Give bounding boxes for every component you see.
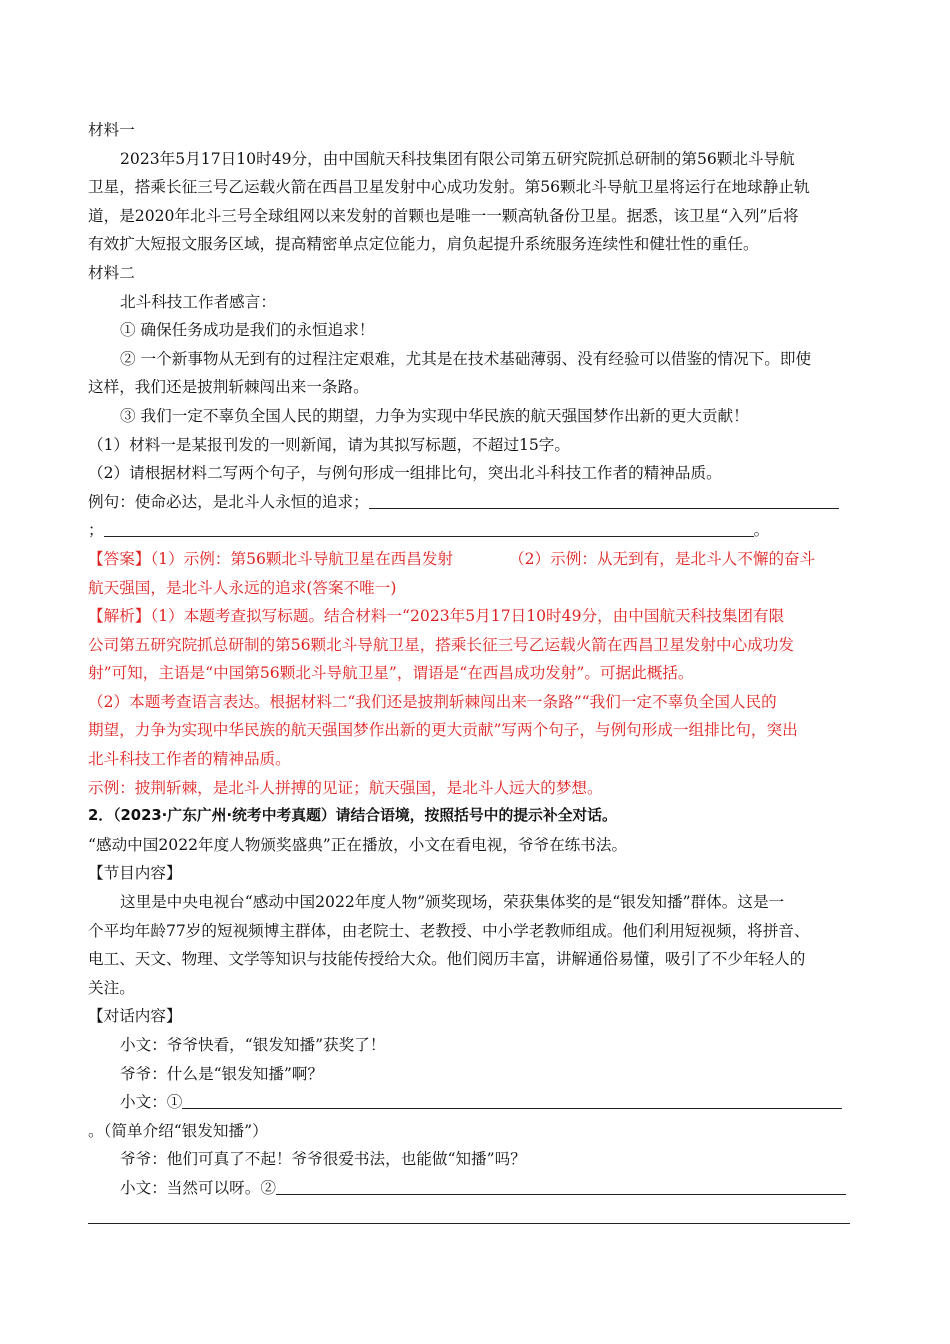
answer-blank-line <box>88 516 860 545</box>
program-label: 【节目内容】 <box>88 864 182 883</box>
answer-blank[interactable] <box>369 490 839 509</box>
answer-label: 【答案】 <box>88 549 151 568</box>
analysis-text: 射”可知，主语是“中国第56颗北斗导航卫星”，谓语是“在西昌成功发射”。可据此概括。 <box>88 664 694 683</box>
answer-blank[interactable] <box>104 518 754 537</box>
analysis-label: 【解析】 <box>88 607 151 626</box>
quote-one: ① 确保任务成功是我们的永恒追求！ <box>120 321 375 340</box>
question-two-title: 2．（2023·广东广州·统考中考真题）请结合语境，按照括号中的提示补全对话。 <box>88 807 617 825</box>
semicolon: ； <box>88 521 104 540</box>
analysis-example: 示例：披荆斩棘，是北斗人拼搏的见证；航天强国，是北斗人远大的梦想。 <box>88 778 603 797</box>
answer-blank-line <box>88 1203 860 1232</box>
answer-blank[interactable] <box>88 1205 850 1224</box>
program-paragraph-line: 个平均年龄77岁的短视频博主群体，由老院士、老教授、中小学老教师组成。他们利用短视频，将拼音、 <box>88 921 810 940</box>
quote-two: ② 一个新事物从无到有的过程注定艰难，尤其是在技术基础薄弱、没有经验可以借鉴的情况下。即使 <box>120 349 812 368</box>
question-two-context: “感动中国2022年度人物颁奖盛典”正在播放，小文在看电视，爷爷在练书法。 <box>88 835 628 854</box>
analysis-text: （2）本题考查语言表达。根据材料二“我们还是披荆斩棘闯出来一条路”“我们一定不辜负全国人民的 <box>88 692 777 711</box>
program-paragraph-line: 电工、天文、物理、文学等知识与技能传授给大众。他们阅历丰富，讲解通俗易懂，吸引了不少年轻人的 <box>88 950 806 969</box>
material-one-heading: 材料一 <box>88 121 135 139</box>
analysis-text: （1）本题考查拟写标题。结合材料一“2023年5月17日10时49分，由中国航天科技集团有限 <box>150 607 785 626</box>
material-one-paragraph-line: 2023年5月17日10时49分，由中国航天科技集团有限公司第五研究院抓总研制的第56颗北斗导航 <box>120 149 795 168</box>
answer-one: （1）示例：第56颗北斗导航卫星在西昌发射 <box>150 549 454 568</box>
material-two-heading: 材料二 <box>88 263 135 282</box>
dialog-line-blank-two <box>88 1174 860 1203</box>
analysis-text: 北斗科技工作者的精神品质。 <box>88 750 291 769</box>
dialog-label: 【对话内容】 <box>88 1007 182 1026</box>
material-one-paragraph-line: 道，是2020年北斗三号全球组网以来发射的首颗也是唯一一颗高轨备份卫星。据悉，该卫星“入列”后将 <box>88 206 799 225</box>
dialog-line-blank-one <box>88 1088 860 1117</box>
example-sentence: 例句：使命必达，是北斗人永恒的追求； <box>88 492 369 511</box>
dialog-speaker-text: 小文：① <box>120 1093 183 1112</box>
dialog-line: 小文：爷爷快看，“银发知播”获奖了！ <box>120 1036 386 1054</box>
answer-blank[interactable] <box>276 1176 846 1195</box>
analysis-line <box>88 602 860 631</box>
material-two-intro: 北斗科技工作者感言： <box>120 292 276 311</box>
example-sentence-line <box>88 488 860 517</box>
material-one-paragraph-line: 卫星，搭乘长征三号乙运载火箭在西昌卫星发射中心成功发射。第56颗北斗导航卫星将运行在地球静止轨 <box>88 178 810 197</box>
quote-two-continued: 这样，我们还是披荆斩棘闯出来一条路。 <box>88 378 369 397</box>
question-one: （1）材料一是某报刊发的一则新闻，请为其拟写标题，不超过15字。 <box>88 435 570 454</box>
program-paragraph-line: 这里是中央电视台“感动中国2022年度人物”颁奖现场，荣获集体奖的是“银发知播”群体。这是一 <box>120 893 785 912</box>
question-two: （2）请根据材料二写两个句子，与例句形成一组排比句，突出北斗科技工作者的精神品质。 <box>88 464 722 483</box>
dialog-hint: 。（简单介绍“银发知播”） <box>88 1121 268 1140</box>
answer-blank[interactable] <box>182 1090 842 1109</box>
period: 。 <box>753 521 770 540</box>
document-page <box>88 116 860 1231</box>
program-paragraph-line: 关注。 <box>88 978 135 997</box>
dialog-line: 爷爷：什么是“银发知播”啊？ <box>120 1064 324 1083</box>
analysis-text: 期望，力争为实现中华民族的航天强国梦作出新的更大贡献”写两个句子，与例句形成一组排比句，突出 <box>88 721 798 740</box>
answer-two-continued: 航天强国，是北斗人永远的追求(答案不唯一) <box>88 578 397 597</box>
dialog-line: 爷爷：他们可真了不起！爷爷很爱书法，也能做“知播”吗？ <box>120 1150 526 1169</box>
dialog-speaker-text: 小文：当然可以呀。② <box>120 1178 276 1197</box>
answer-line <box>88 545 860 574</box>
material-one-paragraph-line: 有效扩大短报文服务区域，提高精密单点定位能力，肩负起提升系统服务连续性和健壮性的重任。 <box>88 235 759 254</box>
answer-two: （2）示例：从无到有，是北斗人不懈的奋斗 <box>509 549 816 568</box>
quote-three: ③ 我们一定不辜负全国人民的期望，力争为实现中华民族的航天强国梦作出新的更大贡献！ <box>120 406 749 425</box>
analysis-text: 公司第五研究院抓总研制的第56颗北斗导航卫星，搭乘长征三号乙运载火箭在西昌卫星发射中心成功发 <box>88 635 794 654</box>
